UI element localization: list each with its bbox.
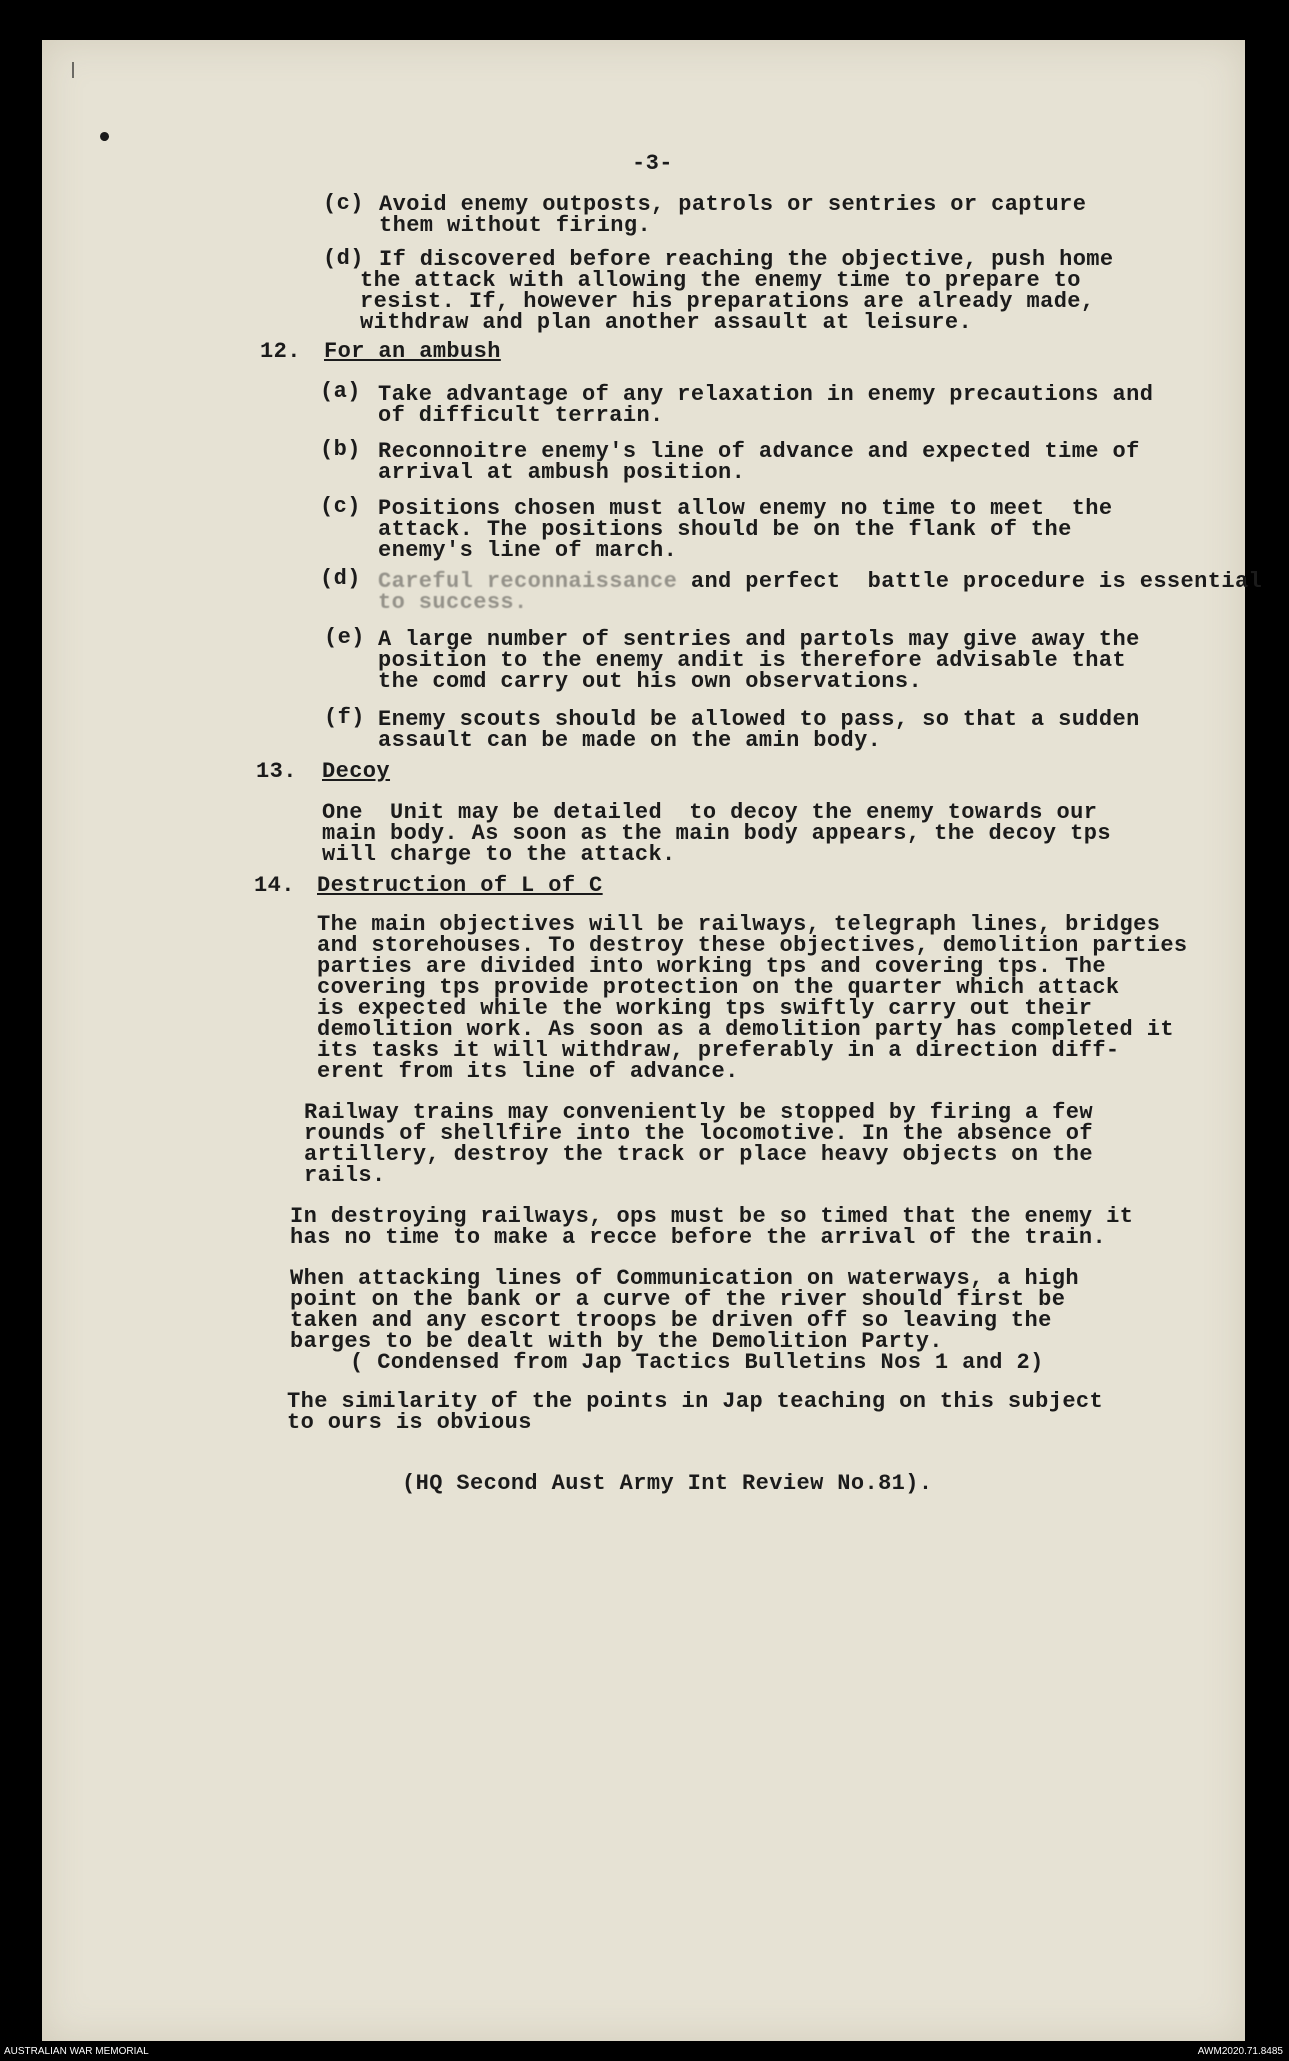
item-d-text-line-2: the attack with allowing the enemy time to prepare to bbox=[360, 268, 1081, 293]
item-12d-label: (d) bbox=[320, 566, 361, 591]
section-14-para3-line-2: has no time to make a recce before the arrival of the train. bbox=[290, 1225, 1107, 1250]
item-12c-line-1: Positions chosen must allow enemy no time to meet the bbox=[378, 496, 1113, 521]
section-13-line-1: One Unit may be detailed to decoy the enemy towards our bbox=[322, 800, 1098, 825]
item-c-label: (c) bbox=[323, 191, 364, 216]
signature-line: (HQ Second Aust Army Int Review No.81). bbox=[402, 1471, 933, 1496]
item-d-text-line-3: resist. If, however his preparations are already made, bbox=[360, 289, 1095, 314]
section-12-heading: For an ambush bbox=[324, 339, 501, 364]
ink-scratch-mark bbox=[72, 62, 74, 78]
section-14-para1-line-5: is expected while the working tps swiftly carry out their bbox=[317, 996, 1093, 1021]
section-14-para4-line-3: taken and any escort troops be driven off so leaving the bbox=[290, 1308, 1052, 1333]
section-14-para4-line-2: point on the bank or a curve of the river should first be bbox=[290, 1287, 1066, 1312]
section-14-para1-line-3: parties are divided into working tps and covering tps. The bbox=[317, 954, 1106, 979]
document-page bbox=[42, 40, 1263, 2041]
item-d-text-line-1: If discovered before reaching the objective, push home bbox=[379, 247, 1114, 272]
page-number: -3- bbox=[632, 151, 673, 176]
section-13-line-3: will charge to the attack. bbox=[322, 842, 676, 867]
section-14-para4-line-1: When attacking lines of Communication on waterways, a high bbox=[290, 1266, 1079, 1291]
section-14-para5-line-1: The similarity of the points in Jap teaching on this subject bbox=[287, 1389, 1104, 1414]
section-14-para5-line-2: to ours is obvious bbox=[287, 1410, 532, 1435]
item-12a-line-2: of difficult terrain. bbox=[378, 403, 664, 428]
item-12b-label: (b) bbox=[320, 437, 361, 462]
section-14-number: 14. bbox=[254, 873, 295, 898]
item-12e-line-2: position to the enemy andit is therefore advisable that bbox=[378, 648, 1127, 673]
item-c-text-line-1: Avoid enemy outposts, patrols or sentries or capture bbox=[379, 192, 1087, 217]
item-12d-line-2: to success. bbox=[378, 590, 528, 615]
section-14-para3-line-1: In destroying railways, ops must be so timed that the enemy it bbox=[290, 1204, 1134, 1229]
item-12e-line-1: A large number of sentries and partols may give away the bbox=[378, 627, 1140, 652]
item-d-label: (d) bbox=[323, 246, 364, 271]
section-13-number: 13. bbox=[256, 759, 297, 784]
ink-spot-mark bbox=[99, 131, 111, 143]
item-12d-line-1-text: and perfect battle procedure is essential bbox=[677, 569, 1263, 594]
section-12-number: 12. bbox=[260, 339, 301, 364]
section-14-heading: Destruction of L of C bbox=[317, 873, 603, 898]
section-14-para1-line-1: The main objectives will be railways, telegraph lines, bridges bbox=[317, 912, 1161, 937]
item-12e-label: (e) bbox=[324, 625, 365, 650]
section-14-para2-line-4: rails. bbox=[304, 1163, 386, 1188]
section-14-para1-line-6: demolition work. As soon as a demolition party has completed it bbox=[317, 1017, 1174, 1042]
section-14-para2-line-3: artillery, destroy the track or place heavy objects on the bbox=[304, 1142, 1093, 1167]
item-12e-line-3: the comd carry out his own observations. bbox=[378, 669, 923, 694]
item-d-text-line-4: withdraw and plan another assault at leisure. bbox=[360, 310, 973, 335]
item-12f-label: (f) bbox=[324, 705, 365, 730]
item-12a-label: (a) bbox=[320, 379, 361, 404]
section-14-para1-line-2: and storehouses. To destroy these objectives, demolition parties bbox=[317, 933, 1188, 958]
item-c-text-line-2: them without firing. bbox=[379, 213, 652, 238]
item-12a-line-1: Take advantage of any relaxation in enemy precautions and bbox=[378, 382, 1154, 407]
item-12b-line-2: arrival at ambush position. bbox=[378, 460, 746, 485]
item-12b-line-1: Reconnoitre enemy's line of advance and expected time of bbox=[378, 439, 1140, 464]
section-14-para1-line-7: its tasks it will withdraw, preferably in a direction diff- bbox=[317, 1038, 1120, 1063]
footer-right: AWM2020.71.8485 bbox=[1197, 2046, 1283, 2057]
section-14-source: ( Condensed from Jap Tactics Bulletins Nos 1 and 2) bbox=[350, 1350, 1044, 1375]
footer-left: AUSTRALIAN WAR MEMORIAL bbox=[4, 2046, 149, 2057]
item-12f-line-2: assault can be made on the amin body. bbox=[378, 728, 882, 753]
item-12c-line-3: enemy's line of march. bbox=[378, 538, 678, 563]
item-12c-label: (c) bbox=[320, 494, 361, 519]
section-13-heading: Decoy bbox=[322, 759, 391, 784]
section-14-para2-line-1: Railway trains may conveniently be stopped by firing a few bbox=[304, 1100, 1093, 1125]
section-14-para1-line-8: erent from its line of advance. bbox=[317, 1059, 739, 1084]
item-12f-line-1: Enemy scouts should be allowed to pass, so that a sudden bbox=[378, 707, 1140, 732]
section-14-para1-line-4: covering tps provide protection on the quarter which attack bbox=[317, 975, 1120, 1000]
item-12c-line-2: attack. The positions should be on the flank of the bbox=[378, 517, 1072, 542]
item-12d-faded-text: Careful reconnaissance bbox=[378, 569, 678, 594]
section-14-para4-line-4: barges to be dealt with by the Demolition Party. bbox=[290, 1329, 943, 1354]
section-13-line-2: main body. As soon as the main body appears, the decoy tps bbox=[322, 821, 1111, 846]
section-14-para2-line-2: rounds of shellfire into the locomotive. In the absence of bbox=[304, 1121, 1093, 1146]
